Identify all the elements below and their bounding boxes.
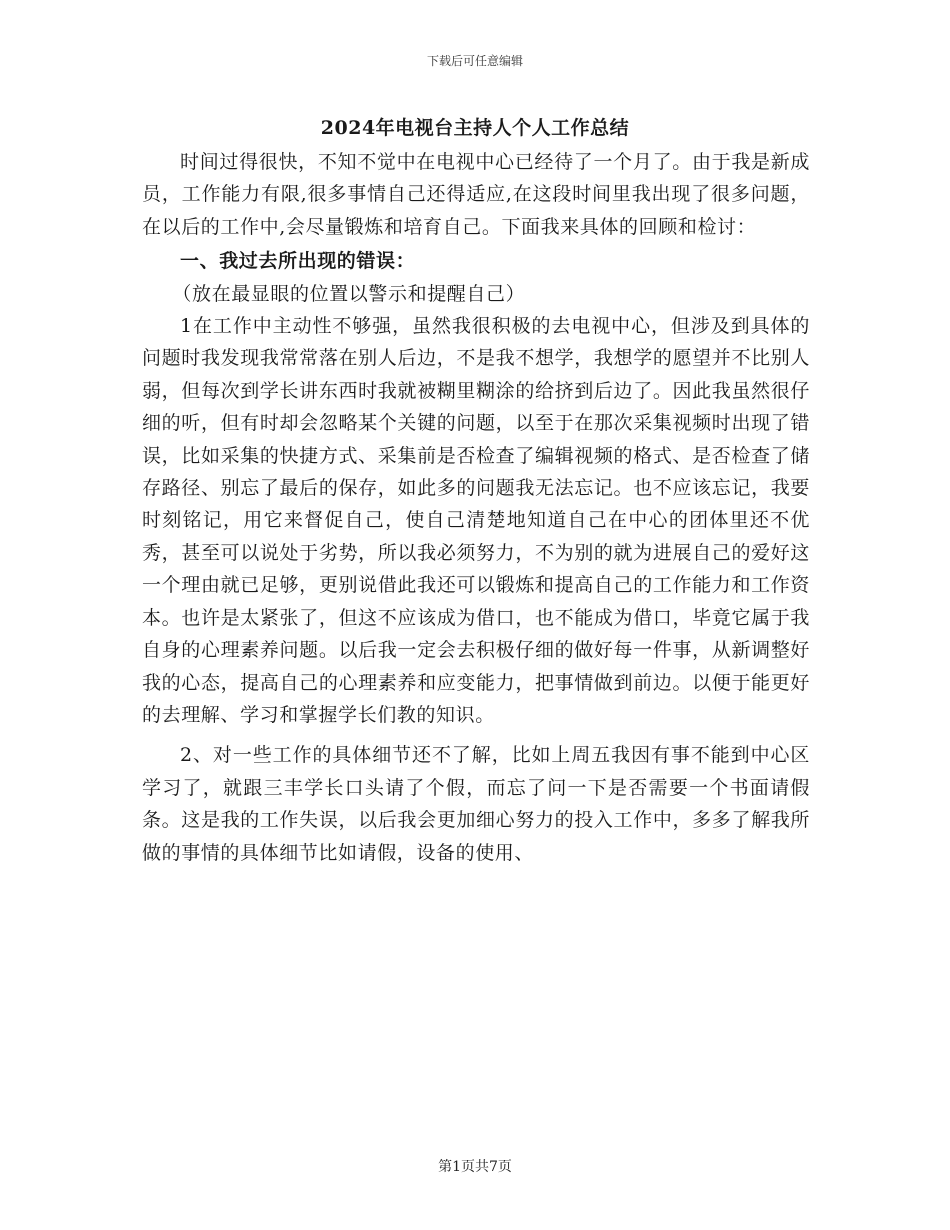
page-header-note: 下载后可任意编辑 <box>426 54 523 68</box>
section-heading: 一、我过去所出现的错误： <box>180 250 416 273</box>
paragraph-intro: 时间过得很快，不知不觉中在电视中心已经待了一个月了。由于我是新成员，工作能力有限,很多事情自己还得适应,在这段时间里我出现了很多问题，在以后的工作中,会尽量锻炼和培育自己。下面我来具体的回顾和检讨： <box>142 151 810 238</box>
document-body <box>142 146 810 869</box>
page-number: 第1页共7页 <box>438 1159 512 1175</box>
paragraph-note: （放在最显眼的位置以警示和提醒自己） <box>172 282 526 305</box>
paragraph-item-1: 1在工作中主动性不够强，虽然我很积极的去电视中心，但涉及到具体的问题时我发现我常常落在别人后边，不是我不想学，我想学的愿望并不比别人弱，但每次到学长讲东西时我就被糊里糊涂的给挤到后边了。因此我虽然很仔细的听，但有时却会忽略某个关键的问题，以至于在那次采集视频时出现了错误，比如采集的快捷方式、采集前是否检查了编辑视频的格式、是否检查了储存路径、别忘了最后的保存，如此多的问题我无法忘记。也不应该忘记，我要时刻铭记，用它来督促自己，使自己清楚地知道自己在中心的团体里还不优秀，甚至可以说处于劣势，所以我必须努力，不为别的就为进展自己的爱好这一个理由就已足够，更别说借此我还可以锻炼和提高自己的工作能力和工作资本。也许是太紧张了，但这不应该成为借口，也不能成为借口，毕竟它属于我自身的心理素养问题。以后我一定会去积极仔细的做好每一件事，从新调整好我的心态，提高自己的心理素养和应变能力，把事情做到前边。以便于能更好的去理解、学习和掌握学长们教的知识。 <box>142 315 810 726</box>
paragraph-item-2: 2、对一些工作的具体细节还不了解，比如上周五我因有事不能到中心区学习了，就跟三丰学长口头请了个假，而忘了问一下是否需要一个书面请假条。这是我的工作失误，以后我会更加细心努力的投入工作中，多多了解我所做的事情的具体细节比如请假，设备的使用、 <box>142 744 810 864</box>
document-title: 2024年电视台主持人个人工作总结 <box>320 117 630 139</box>
